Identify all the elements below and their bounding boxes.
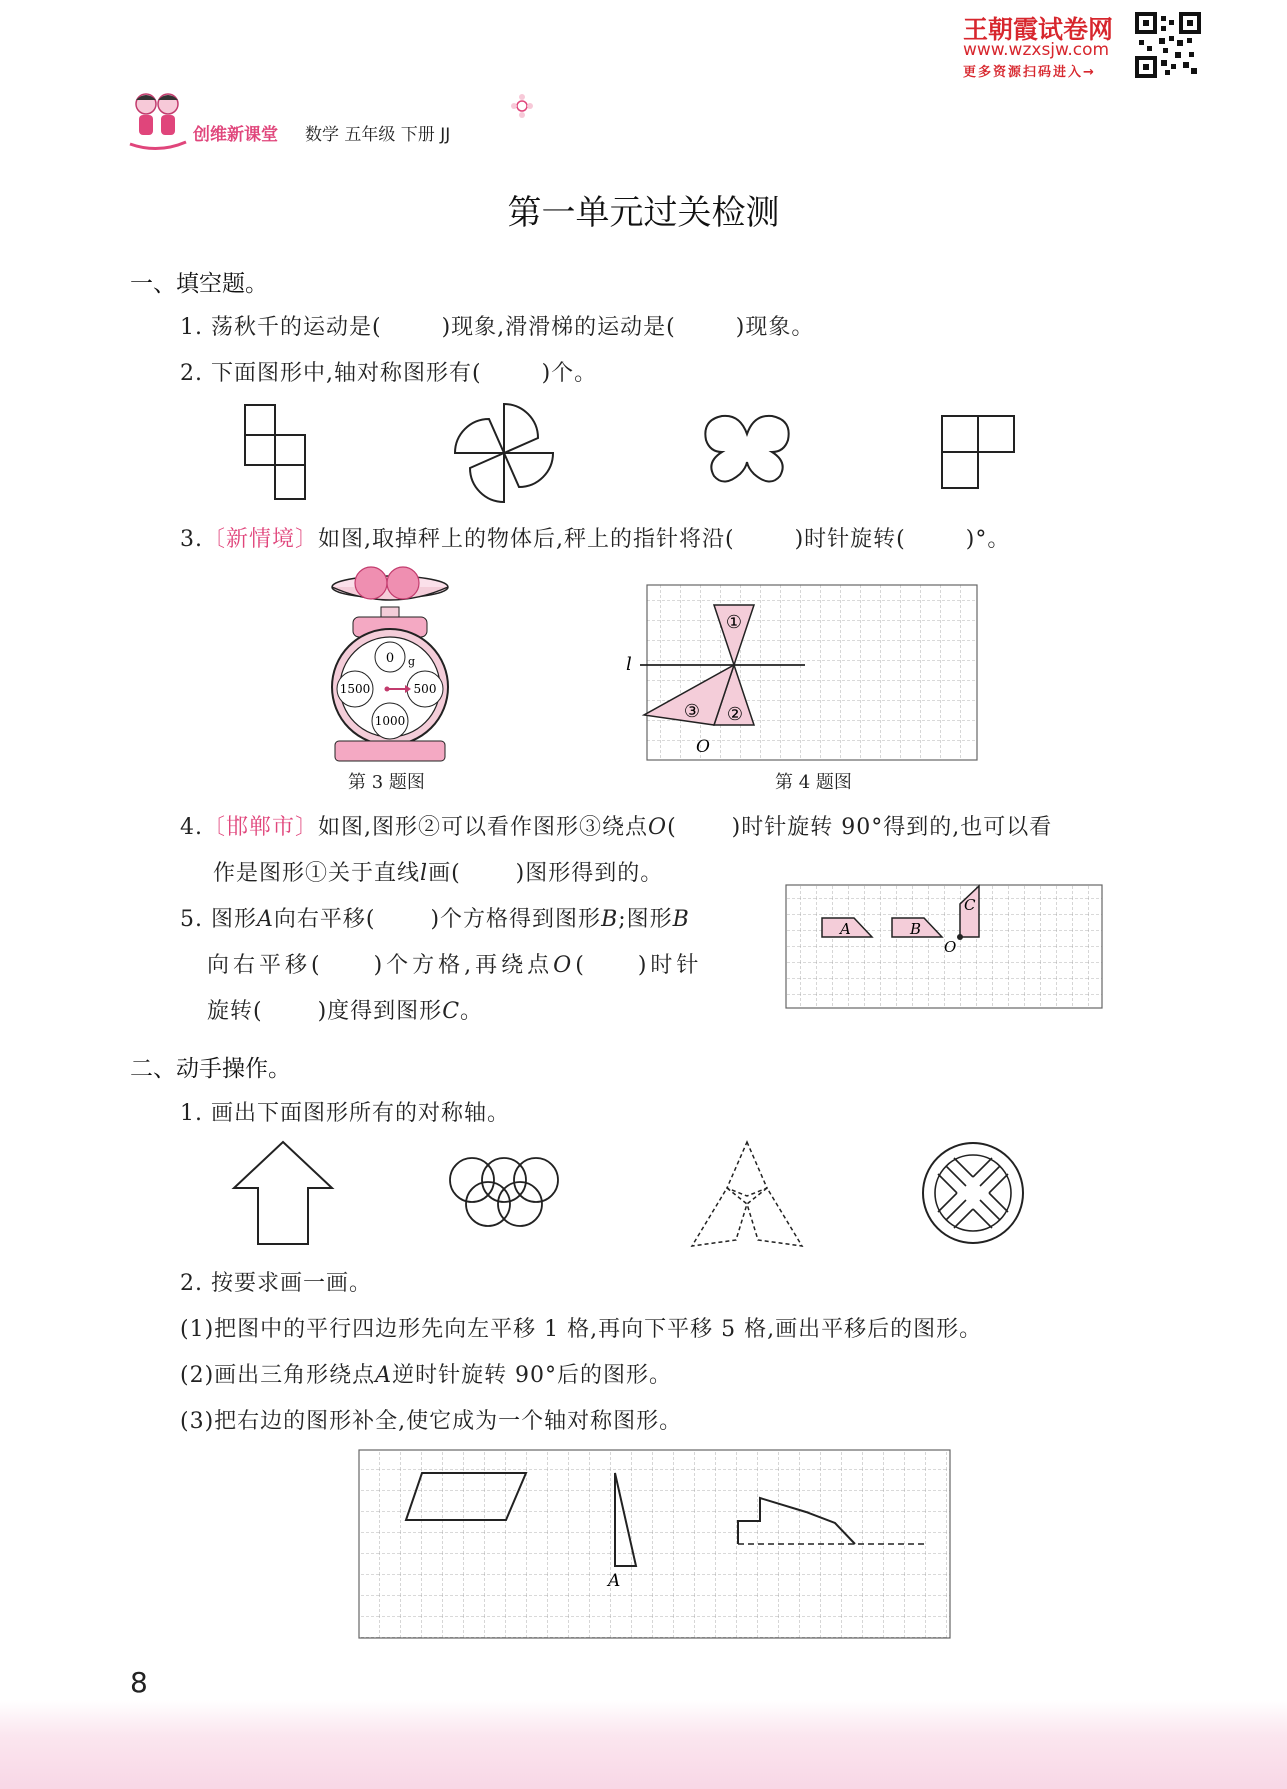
page-number: 8 <box>130 1666 148 1699</box>
brand-url[interactable]: www.wzxsjw.com <box>963 40 1110 60</box>
question-2-2: 2. 按要求画一画。 <box>180 1271 372 1296</box>
label-point-o: O <box>696 737 710 757</box>
label-circle-1: ① <box>725 612 743 633</box>
question-3: 3.〔新情境〕如图,取掉秤上的物体后,秤上的指针将沿( )时针旋转( )°。 <box>180 527 1011 552</box>
label-line-l: l <box>626 654 632 675</box>
subject-info: 数学 五年级 下册 JJ <box>305 125 451 145</box>
q3-caption: 第 3 题图 <box>348 772 425 793</box>
q2-figure-pinwheel <box>452 402 556 504</box>
kite-triangle-figure <box>688 1138 806 1250</box>
q4-caption: 第 4 题图 <box>775 772 852 793</box>
section-heading-fill-in: 一、填空题。 <box>130 271 268 297</box>
circle-cross-figure <box>920 1140 1026 1246</box>
dial-label-500: 500 <box>413 682 437 696</box>
question-5-line-1: 5. 图形A向右平移( )个方格得到图形B;图形B <box>180 907 690 932</box>
q3-scale-figure <box>325 565 455 765</box>
section-heading-hands-on: 二、动手操作。 <box>130 1056 291 1082</box>
label-b: B <box>910 920 922 938</box>
point-a-label: A <box>608 1571 621 1591</box>
q2-figure-butterfly <box>700 412 794 490</box>
dial-label-1500: 1500 <box>339 682 371 696</box>
five-rings-figure <box>448 1150 560 1234</box>
question-4-line-2: 作是图形①关于直线l画( )图形得到的。 <box>213 861 664 886</box>
q5-grid-figure <box>784 882 1104 1010</box>
question-2-1: 1. 画出下面图形所有的对称轴。 <box>180 1101 510 1126</box>
qr-code-icon[interactable] <box>1135 12 1201 78</box>
question-4-line-1: 4.〔邯郸市〕如图,图形②可以看作图形③绕点O( )时针旋转 90°得到的,也可以看 <box>180 815 1053 840</box>
label-circle-3: ③ <box>683 701 701 722</box>
label-a: A <box>840 920 851 938</box>
question-1: 1. 荡秋千的运动是( )现象,滑滑梯的运动是( )现象。 <box>180 315 815 340</box>
q2-figure-squares <box>240 400 310 504</box>
series-name: 创维新课堂 <box>193 125 278 145</box>
footer-band <box>0 1700 1287 1789</box>
question-2-2-part-3: (3)把右边的图形补全,使它成为一个轴对称图形。 <box>180 1409 683 1434</box>
question-2: 2. 下面图形中,轴对称图形有( )个。 <box>180 361 598 386</box>
drawing-grid-figure[interactable] <box>358 1448 952 1640</box>
label-circle-2: ② <box>726 704 744 725</box>
q2-figure-l-shape <box>938 412 1018 492</box>
dial-unit: g <box>408 655 416 668</box>
label-o: O <box>944 938 957 956</box>
dial-label-1000: 1000 <box>374 714 406 728</box>
flower-decoration-icon <box>508 92 536 120</box>
dial-label-0: 0 <box>385 651 395 666</box>
q4-grid-figure <box>620 580 980 766</box>
question-5-line-3: 旋转( )度得到图形C。 <box>207 999 484 1024</box>
page-title: 第一单元过关检测 <box>507 193 780 233</box>
question-5-line-2: 向右平移( )个方格,再绕点O( )时针 <box>207 953 703 978</box>
kids-mascot-icon <box>126 88 190 154</box>
question-2-2-part-2: (2)画出三角形绕点A逆时针旋转 90°后的图形。 <box>180 1363 673 1388</box>
question-2-2-part-1: (1)把图中的平行四边形先向左平移 1 格,再向下平移 5 格,画出平移后的图形。 <box>180 1317 983 1342</box>
brand-more-link[interactable]: 更多资源扫码进入→ <box>963 65 1096 80</box>
brand-name: 王朝霞试卷网 <box>963 15 1114 44</box>
label-c: C <box>964 896 976 914</box>
arrow-figure <box>228 1138 338 1248</box>
